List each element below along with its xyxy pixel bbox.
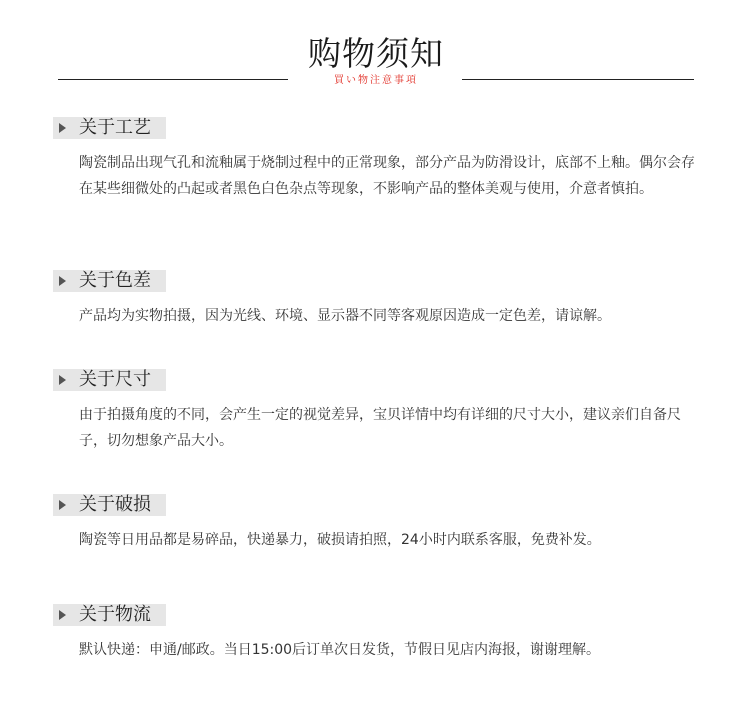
section-title: 关于尺寸: [79, 369, 151, 390]
section-heading-bar: [53, 270, 166, 292]
section-title: 关于色差: [79, 270, 151, 291]
section-text: 陶瓷等日用品都是易碎品，快递暴力，破损请拍照，24小时内联系客服，免费补发。: [79, 532, 601, 548]
section-title: 关于破损: [79, 494, 151, 515]
section-text: 陶瓷制品出现气孔和流釉属于烧制过程中的正常现象，部分产品为防滑设计，底部不上釉。偶尔会存在某些细微处的凸起或者黑色白色杂点等现象，不影响产品的整体美观与使用，介意者慎拍。: [79, 155, 695, 197]
section-text: 产品均为实物拍摄，因为光线、环境、显示器不同等客观原因造成一定色差，请谅解。: [79, 308, 611, 324]
page-subtitle: 買い物注意事項: [334, 75, 418, 86]
section-title: 关于物流: [79, 604, 151, 625]
section-heading-bar: [53, 604, 166, 626]
section-title: 关于工艺: [79, 117, 151, 138]
section-heading-bar: [53, 369, 166, 391]
triangle-right-icon: [59, 375, 66, 385]
triangle-right-icon: [59, 123, 66, 133]
notice-header: [0, 0, 752, 100]
section-text: 由于拍摄角度的不同，会产生一定的视觉差异，宝贝详情中均有详细的尺寸大小，建议亲们自备尺子，切勿想象产品大小。: [79, 407, 681, 449]
triangle-right-icon: [59, 500, 66, 510]
section-text: 默认快递：申通/邮政。当日15:00后订单次日发货，节假日见店内海报，谢谢理解。: [79, 642, 601, 658]
page-title: 购物须知: [308, 34, 444, 73]
section-heading-bar: [53, 494, 166, 516]
triangle-right-icon: [59, 610, 66, 620]
section-heading-bar: [53, 117, 166, 139]
triangle-right-icon: [59, 276, 66, 286]
